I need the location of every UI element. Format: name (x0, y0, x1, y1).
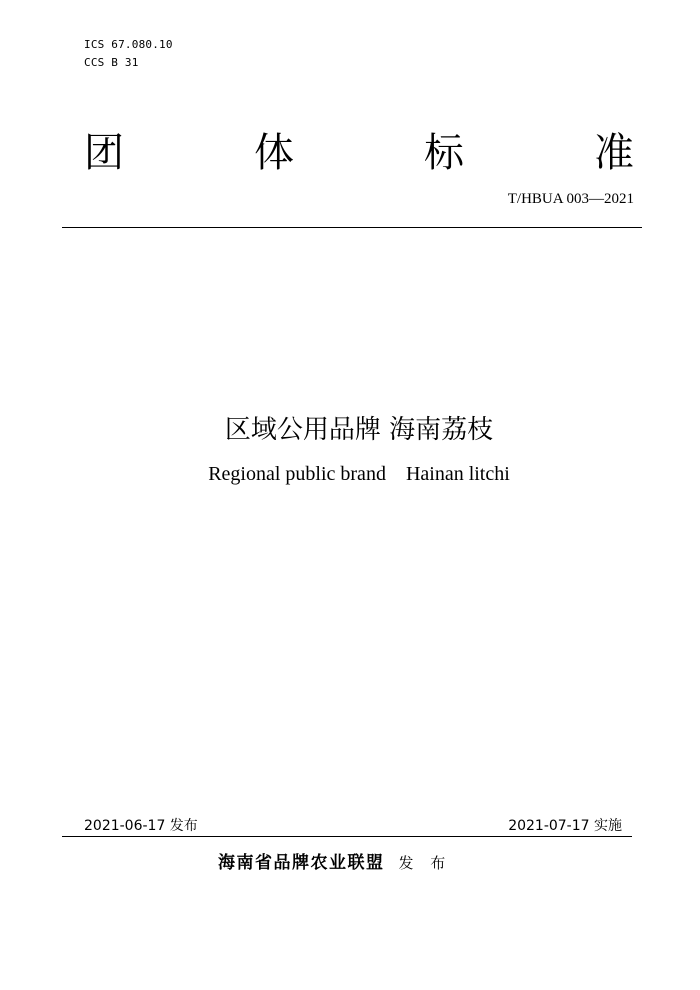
standard-type-heading (84, 128, 634, 178)
title-chinese: 区域公用品牌 海南荔枝 (224, 415, 494, 445)
standard-type-char: 体 (254, 130, 294, 176)
release-date: 2021-06-17 发布 (84, 818, 198, 834)
ccs-code: CCS B 31 (84, 56, 139, 69)
classification-codes (84, 36, 173, 72)
implementation-date: 2021-07-17 实施 (508, 818, 622, 834)
top-divider (62, 227, 642, 228)
publisher-organization: 海南省品牌农业联盟 (218, 853, 385, 873)
publisher-line (218, 850, 451, 876)
title-english: Regional public brand Hainan litchi (208, 463, 510, 485)
standard-type-char: 团 (84, 130, 124, 176)
standard-type-char: 标 (424, 130, 464, 176)
publisher-action: 发 布 (398, 854, 452, 872)
standard-type-char: 准 (594, 130, 634, 176)
ics-code: ICS 67.080.10 (84, 38, 173, 51)
bottom-divider (62, 836, 632, 837)
standard-code: T/HBUA 003—2021 (507, 191, 634, 207)
